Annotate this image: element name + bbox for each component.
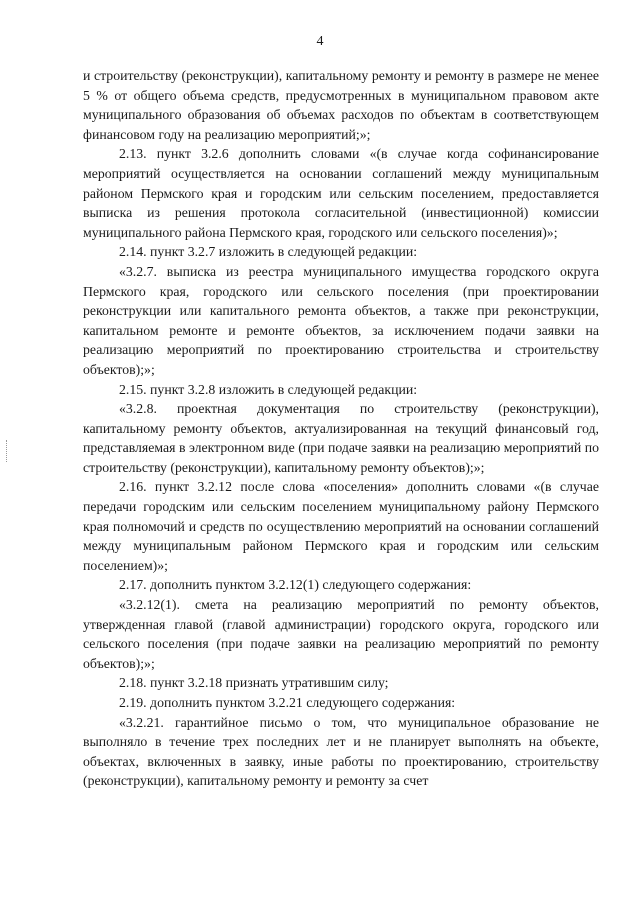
paragraph-2-14: 2.14. пункт 3.2.7 изложить в следующей редакции: bbox=[119, 244, 418, 260]
paragraph-3-2-21: «3.2.21. гарантийное письмо о том, что муниципальное образование не выполняло в течение трех последних лет и не планирует выполнять на объекте, объектах, включенных в заявку, иные работы по проектированию, строительству (реконструкции), капитальному ремонту и ремонту за счет bbox=[83, 714, 599, 789]
page-number: 4 bbox=[316, 34, 324, 49]
paragraph-2-18: 2.18. пункт 3.2.18 признать утратившим силу; bbox=[119, 675, 389, 691]
paragraph-2-16: 2.16. пункт 3.2.12 после слова «поселения» дополнить словами «(в случае передачи городским или сельским поселением муниципальному району Пермского края полномочий и средств по осуществлению мероприятий на основании соглашений между муниципальным районом Пермского края и городским или сельским поселением)»; bbox=[83, 479, 599, 573]
paragraph-2-19: 2.19. дополнить пунктом 3.2.21 следующего содержания: bbox=[119, 695, 456, 710]
margin-mark bbox=[6, 440, 8, 462]
paragraph-2-13: 2.13. пункт 3.2.6 дополнить словами «(в случае когда софинансирование мероприятий осуществляется на основании соглашений между муниципальным районом Пермского края и городским или сельским поселением, предоставляется выписка из решения протокола согласительной (инвестиционной) комиссии муниципального района Пермского края, городского или сельского поселения)»; bbox=[83, 146, 599, 240]
paragraph-continuation: и строительству (реконструкции), капитальному ремонту и ремонту в размере не менее 5 % от общего объема средств, предусмотренных в муниципальном правовом акте муниципального образования об объемах расходов по объектам в соответствующем финансовом году на реализацию мероприятий;»; bbox=[83, 68, 599, 142]
paragraph-3-2-8: «3.2.8. проектная документация по строительству (реконструкции), капитальному ремонту объектов, актуализированная на текущий финансовый год, представляемая в электронном виде (при подаче заявки на реализацию мероприятий по строительству (реконструкции), капитальному ремонту объектов);»; bbox=[83, 401, 599, 475]
document-body bbox=[83, 66, 599, 791]
paragraph-3-2-7: «3.2.7. выписка из реестра муниципального имущества городского округа Пермского края, городского или сельского поселения (при проектировании реконструкции или капитального ремонта объектов, а также при реконструкции, капитальном ремонте и ремонте объектов, за исключением подачи заявки на реализацию мероприятий по проектированию строительства и строительству объектов);»; bbox=[83, 263, 599, 377]
paragraph-3-2-12-1: «3.2.12(1). смета на реализацию мероприятий по ремонту объектов, утвержденная главой (главой администрации) городского округа, городского или сельского поселения (при подаче заявки на реализацию мероприятий по ремонту объектов);»; bbox=[83, 597, 599, 671]
paragraph-2-17: 2.17. дополнить пунктом 3.2.12(1) следующего содержания: bbox=[119, 577, 472, 593]
paragraph-2-15: 2.15. пункт 3.2.8 изложить в следующей редакции: bbox=[119, 381, 418, 397]
